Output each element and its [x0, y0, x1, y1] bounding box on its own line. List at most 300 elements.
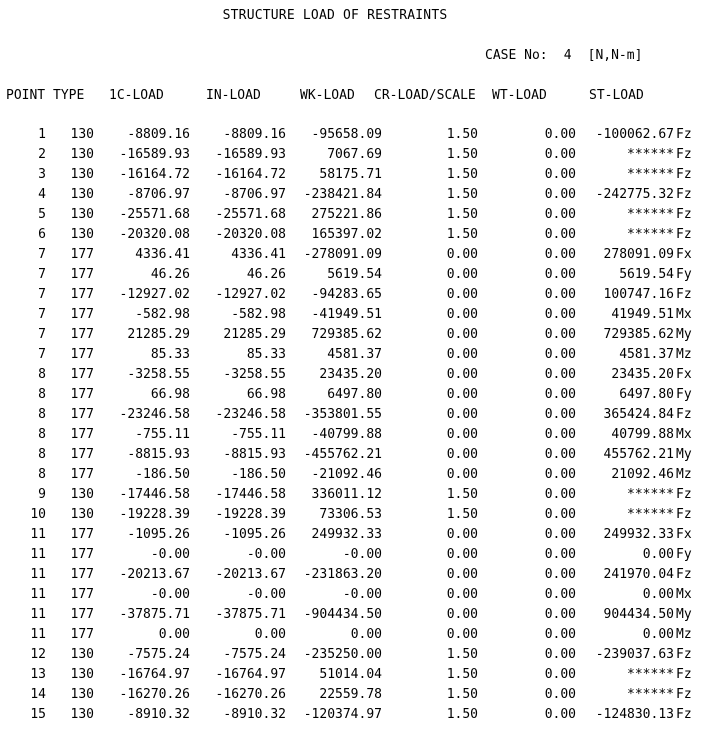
point-cell: 7	[38, 347, 46, 362]
in-load-cell: -17446.58	[215, 487, 286, 502]
wk-load-cell: -904434.50	[303, 607, 382, 622]
wk-load-cell: 22559.78	[319, 687, 382, 702]
direction-cell: Fz	[676, 287, 692, 302]
1c-load-cell: -1095.26	[127, 527, 190, 542]
direction-cell: Mx	[676, 307, 692, 322]
st-load-cell: 0.00	[642, 627, 674, 642]
table-row	[0, 547, 713, 567]
type-cell: 177	[70, 447, 94, 462]
cr-load-cell: 0.00	[446, 287, 478, 302]
in-load-cell: -0.00	[246, 547, 286, 562]
table-row	[0, 127, 713, 147]
in-load-cell: -23246.58	[215, 407, 286, 422]
table-row	[0, 167, 713, 187]
cr-load-cell: 0.00	[446, 587, 478, 602]
table-row	[0, 427, 713, 447]
table-row	[0, 227, 713, 247]
type-cell: 177	[70, 527, 94, 542]
wt-load-cell: 0.00	[544, 607, 576, 622]
1c-load-cell: 85.33	[150, 347, 190, 362]
type-cell: 130	[70, 707, 94, 722]
point-cell: 11	[30, 627, 46, 642]
st-load-cell: 729385.62	[603, 327, 674, 342]
direction-cell: Fz	[676, 227, 692, 242]
wk-load-cell: 51014.04	[319, 667, 382, 682]
in-load-cell: 85.33	[246, 347, 286, 362]
wt-load-cell: 0.00	[544, 547, 576, 562]
cr-load-cell: 1.50	[446, 227, 478, 242]
in-load-cell: -582.98	[231, 307, 286, 322]
1c-load-cell: -8815.93	[127, 447, 190, 462]
1c-load-cell: -8809.16	[127, 127, 190, 142]
wk-load-cell: 7067.69	[327, 147, 382, 162]
table-row	[0, 307, 713, 327]
table-row	[0, 607, 713, 627]
1c-load-cell: -19228.39	[119, 507, 190, 522]
table-row	[0, 447, 713, 467]
in-load-cell: -12927.02	[215, 287, 286, 302]
cr-load-cell: 0.00	[446, 327, 478, 342]
direction-cell: Fz	[676, 507, 692, 522]
in-load-cell: -8809.16	[223, 127, 286, 142]
type-cell: 130	[70, 127, 94, 142]
table-row	[0, 667, 713, 687]
type-cell: 177	[70, 247, 94, 262]
wk-load-cell: -278091.09	[303, 247, 382, 262]
type-cell: 177	[70, 367, 94, 382]
wk-load-cell: 336011.12	[311, 487, 382, 502]
type-cell: 177	[70, 267, 94, 282]
header-wk-load: WK-LOAD	[300, 88, 355, 103]
header-in-load: IN-LOAD	[206, 88, 261, 103]
table-row	[0, 487, 713, 507]
wt-load-cell: 0.00	[544, 507, 576, 522]
direction-cell: Mz	[676, 627, 692, 642]
direction-cell: Mz	[676, 467, 692, 482]
wt-load-cell: 0.00	[544, 227, 576, 242]
st-load-cell: -124830.13	[595, 707, 674, 722]
st-load-cell: 6497.80	[619, 387, 674, 402]
wk-load-cell: -238421.84	[303, 187, 382, 202]
wt-load-cell: 0.00	[544, 427, 576, 442]
wt-load-cell: 0.00	[544, 347, 576, 362]
1c-load-cell: -3258.55	[127, 367, 190, 382]
cr-load-cell: 1.50	[446, 647, 478, 662]
wt-load-cell: 0.00	[544, 367, 576, 382]
point-cell: 4	[38, 187, 46, 202]
1c-load-cell: -582.98	[135, 307, 190, 322]
wt-load-cell: 0.00	[544, 307, 576, 322]
in-load-cell: -755.11	[231, 427, 286, 442]
1c-load-cell: -7575.24	[127, 647, 190, 662]
cr-load-cell: 0.00	[446, 427, 478, 442]
1c-load-cell: -16589.93	[119, 147, 190, 162]
type-cell: 130	[70, 487, 94, 502]
type-cell: 177	[70, 547, 94, 562]
direction-cell: Fz	[676, 707, 692, 722]
point-cell: 8	[38, 427, 46, 442]
in-load-cell: -20213.67	[215, 567, 286, 582]
direction-cell: My	[676, 607, 692, 622]
point-cell: 5	[38, 207, 46, 222]
point-cell: 11	[30, 547, 46, 562]
table-row	[0, 687, 713, 707]
table-row	[0, 267, 713, 287]
wt-load-cell: 0.00	[544, 527, 576, 542]
1c-load-cell: -8706.97	[127, 187, 190, 202]
st-load-cell: 0.00	[642, 547, 674, 562]
cr-load-cell: 0.00	[446, 567, 478, 582]
wk-load-cell: 249932.33	[311, 527, 382, 542]
st-load-cell: 278091.09	[603, 247, 674, 262]
in-load-cell: -8706.97	[223, 187, 286, 202]
table-row	[0, 367, 713, 387]
type-cell: 177	[70, 327, 94, 342]
in-load-cell: -16764.97	[215, 667, 286, 682]
wk-load-cell: -40799.88	[311, 427, 382, 442]
wk-load-cell: -455762.21	[303, 447, 382, 462]
direction-cell: Fy	[676, 267, 692, 282]
wk-load-cell: -21092.46	[311, 467, 382, 482]
1c-load-cell: -12927.02	[119, 287, 190, 302]
direction-cell: Fx	[676, 247, 692, 262]
wt-load-cell: 0.00	[544, 407, 576, 422]
type-cell: 130	[70, 687, 94, 702]
type-cell: 177	[70, 307, 94, 322]
st-load-cell: 0.00	[642, 587, 674, 602]
st-load-cell: 241970.04	[603, 567, 674, 582]
cr-load-cell: 0.00	[446, 407, 478, 422]
cr-load-cell: 1.50	[446, 707, 478, 722]
st-load-cell: ******	[627, 167, 674, 182]
case-number: 4	[563, 48, 572, 63]
table-row	[0, 507, 713, 527]
in-load-cell: 0.00	[254, 627, 286, 642]
1c-load-cell: -25571.68	[119, 207, 190, 222]
st-load-cell: 23435.20	[611, 367, 674, 382]
in-load-cell: 46.26	[246, 267, 286, 282]
cr-load-cell: 1.50	[446, 207, 478, 222]
in-load-cell: -8815.93	[223, 447, 286, 462]
in-load-cell: -25571.68	[215, 207, 286, 222]
1c-load-cell: -755.11	[135, 427, 190, 442]
type-cell: 130	[70, 647, 94, 662]
st-load-cell: ******	[627, 227, 674, 242]
st-load-cell: 40799.88	[611, 427, 674, 442]
wt-load-cell: 0.00	[544, 247, 576, 262]
wt-load-cell: 0.00	[544, 267, 576, 282]
direction-cell: Fz	[676, 187, 692, 202]
direction-cell: Fy	[676, 547, 692, 562]
wt-load-cell: 0.00	[544, 467, 576, 482]
wt-load-cell: 0.00	[544, 707, 576, 722]
cr-load-cell: 0.00	[446, 247, 478, 262]
wk-load-cell: 58175.71	[319, 167, 382, 182]
table-row	[0, 327, 713, 347]
cr-load-cell: 1.50	[446, 187, 478, 202]
header-point: POINT	[6, 88, 46, 103]
cr-load-cell: 1.50	[446, 147, 478, 162]
point-cell: 8	[38, 407, 46, 422]
cr-load-cell: 0.00	[446, 307, 478, 322]
table-row	[0, 247, 713, 267]
cr-load-cell: 1.50	[446, 507, 478, 522]
cr-load-cell: 1.50	[446, 127, 478, 142]
direction-cell: Fz	[676, 487, 692, 502]
wk-load-cell: 6497.80	[327, 387, 382, 402]
cr-load-cell: 0.00	[446, 447, 478, 462]
units-label: [N,N-m]	[587, 48, 643, 63]
in-load-cell: -16164.72	[215, 167, 286, 182]
cr-load-cell: 0.00	[446, 467, 478, 482]
point-cell: 7	[38, 267, 46, 282]
cr-load-cell: 0.00	[446, 547, 478, 562]
wk-load-cell: -120374.97	[303, 707, 382, 722]
wt-load-cell: 0.00	[544, 147, 576, 162]
1c-load-cell: 66.98	[150, 387, 190, 402]
wt-load-cell: 0.00	[544, 287, 576, 302]
restraint-load-table	[0, 127, 713, 727]
type-cell: 130	[70, 207, 94, 222]
1c-load-cell: -17446.58	[119, 487, 190, 502]
wk-load-cell: 23435.20	[319, 367, 382, 382]
type-cell: 177	[70, 347, 94, 362]
header-wt-load: WT-LOAD	[492, 88, 547, 103]
1c-load-cell: -186.50	[135, 467, 190, 482]
wk-load-cell: -353801.55	[303, 407, 382, 422]
point-cell: 7	[38, 287, 46, 302]
in-load-cell: -19228.39	[215, 507, 286, 522]
point-cell: 11	[30, 607, 46, 622]
type-cell: 130	[70, 167, 94, 182]
cr-load-cell: 1.50	[446, 687, 478, 702]
wk-load-cell: -235250.00	[303, 647, 382, 662]
point-cell: 7	[38, 327, 46, 342]
wt-load-cell: 0.00	[544, 687, 576, 702]
wk-load-cell: 275221.86	[311, 207, 382, 222]
1c-load-cell: -16164.72	[119, 167, 190, 182]
type-cell: 130	[70, 147, 94, 162]
direction-cell: Fz	[676, 687, 692, 702]
point-cell: 1	[38, 127, 46, 142]
type-cell: 130	[70, 667, 94, 682]
wk-load-cell: -94283.65	[311, 287, 382, 302]
wt-load-cell: 0.00	[544, 627, 576, 642]
st-load-cell: 5619.54	[619, 267, 674, 282]
direction-cell: Mx	[676, 427, 692, 442]
1c-load-cell: 21285.29	[127, 327, 190, 342]
point-cell: 13	[30, 667, 46, 682]
cr-load-cell: 0.00	[446, 627, 478, 642]
1c-load-cell: -16764.97	[119, 667, 190, 682]
wk-load-cell: -231863.20	[303, 567, 382, 582]
in-load-cell: -16270.26	[215, 687, 286, 702]
wk-load-cell: -41949.51	[311, 307, 382, 322]
1c-load-cell: -0.00	[150, 587, 190, 602]
st-load-cell: 4581.37	[619, 347, 674, 362]
wk-load-cell: -0.00	[342, 547, 382, 562]
1c-load-cell: -37875.71	[119, 607, 190, 622]
table-header	[0, 88, 713, 106]
1c-load-cell: -23246.58	[119, 407, 190, 422]
direction-cell: Fz	[676, 407, 692, 422]
in-load-cell: 4336.41	[231, 247, 286, 262]
direction-cell: My	[676, 327, 692, 342]
wt-load-cell: 0.00	[544, 647, 576, 662]
point-cell: 14	[30, 687, 46, 702]
table-row	[0, 207, 713, 227]
cr-load-cell: 0.00	[446, 267, 478, 282]
case-label: CASE No:	[485, 48, 548, 63]
wt-load-cell: 0.00	[544, 207, 576, 222]
table-row	[0, 627, 713, 647]
table-row	[0, 387, 713, 407]
type-cell: 177	[70, 627, 94, 642]
in-load-cell: -0.00	[246, 587, 286, 602]
type-cell: 177	[70, 607, 94, 622]
report-title: STRUCTURE LOAD OF RESTRAINTS	[222, 8, 448, 23]
wt-load-cell: 0.00	[544, 587, 576, 602]
st-load-cell: 365424.84	[603, 407, 674, 422]
table-row	[0, 347, 713, 367]
point-cell: 3	[38, 167, 46, 182]
wt-load-cell: 0.00	[544, 187, 576, 202]
wt-load-cell: 0.00	[544, 387, 576, 402]
cr-load-cell: 1.50	[446, 487, 478, 502]
1c-load-cell: -20320.08	[119, 227, 190, 242]
point-cell: 11	[30, 527, 46, 542]
st-load-cell: 249932.33	[603, 527, 674, 542]
in-load-cell: -186.50	[231, 467, 286, 482]
type-cell: 177	[70, 567, 94, 582]
1c-load-cell: 46.26	[150, 267, 190, 282]
wt-load-cell: 0.00	[544, 487, 576, 502]
point-cell: 11	[30, 587, 46, 602]
direction-cell: Fz	[676, 567, 692, 582]
wt-load-cell: 0.00	[544, 667, 576, 682]
cr-load-cell: 1.50	[446, 167, 478, 182]
wt-load-cell: 0.00	[544, 567, 576, 582]
point-cell: 10	[30, 507, 46, 522]
wt-load-cell: 0.00	[544, 327, 576, 342]
wt-load-cell: 0.00	[544, 167, 576, 182]
st-load-cell: ******	[627, 207, 674, 222]
table-row	[0, 567, 713, 587]
direction-cell: My	[676, 447, 692, 462]
wk-load-cell: 165397.02	[311, 227, 382, 242]
case-info	[485, 48, 642, 63]
st-load-cell: ******	[627, 147, 674, 162]
1c-load-cell: -20213.67	[119, 567, 190, 582]
direction-cell: Mz	[676, 347, 692, 362]
type-cell: 177	[70, 467, 94, 482]
point-cell: 6	[38, 227, 46, 242]
header-st-load: ST-LOAD	[589, 88, 644, 103]
st-load-cell: 904434.50	[603, 607, 674, 622]
table-row	[0, 147, 713, 167]
in-load-cell: -3258.55	[223, 367, 286, 382]
direction-cell: Fz	[676, 147, 692, 162]
st-load-cell: 21092.46	[611, 467, 674, 482]
in-load-cell: 21285.29	[223, 327, 286, 342]
table-row	[0, 407, 713, 427]
direction-cell: Mx	[676, 587, 692, 602]
wk-load-cell: -95658.09	[311, 127, 382, 142]
wk-load-cell: 73306.53	[319, 507, 382, 522]
type-cell: 130	[70, 507, 94, 522]
1c-load-cell: -0.00	[150, 547, 190, 562]
cr-load-cell: 0.00	[446, 367, 478, 382]
point-cell: 8	[38, 387, 46, 402]
direction-cell: Fz	[676, 667, 692, 682]
st-load-cell: -239037.63	[595, 647, 674, 662]
in-load-cell: -1095.26	[223, 527, 286, 542]
st-load-cell: ******	[627, 487, 674, 502]
st-load-cell: 41949.51	[611, 307, 674, 322]
in-load-cell: -20320.08	[215, 227, 286, 242]
wk-load-cell: 5619.54	[327, 267, 382, 282]
1c-load-cell: -8910.32	[127, 707, 190, 722]
point-cell: 8	[38, 447, 46, 462]
wk-load-cell: 4581.37	[327, 347, 382, 362]
header-cr-load: CR-LOAD/SCALE	[374, 88, 476, 103]
cr-load-cell: 0.00	[446, 607, 478, 622]
cr-load-cell: 0.00	[446, 347, 478, 362]
point-cell: 8	[38, 467, 46, 482]
table-row	[0, 467, 713, 487]
point-cell: 7	[38, 247, 46, 262]
st-load-cell: ******	[627, 507, 674, 522]
direction-cell: Fz	[676, 127, 692, 142]
type-cell: 177	[70, 427, 94, 442]
table-row	[0, 707, 713, 727]
direction-cell: Fx	[676, 367, 692, 382]
type-cell: 177	[70, 407, 94, 422]
wk-load-cell: 0.00	[350, 627, 382, 642]
in-load-cell: -16589.93	[215, 147, 286, 162]
st-load-cell: ******	[627, 687, 674, 702]
st-load-cell: -242775.32	[595, 187, 674, 202]
st-load-cell: ******	[627, 667, 674, 682]
point-cell: 11	[30, 567, 46, 582]
direction-cell: Fx	[676, 527, 692, 542]
direction-cell: Fz	[676, 167, 692, 182]
type-cell: 130	[70, 187, 94, 202]
header-type: TYPE	[53, 88, 85, 103]
in-load-cell: 66.98	[246, 387, 286, 402]
wt-load-cell: 0.00	[544, 127, 576, 142]
st-load-cell: -100062.67	[595, 127, 674, 142]
table-row	[0, 647, 713, 667]
type-cell: 130	[70, 227, 94, 242]
table-row	[0, 587, 713, 607]
table-row	[0, 527, 713, 547]
cr-load-cell: 0.00	[446, 527, 478, 542]
st-load-cell: 100747.16	[603, 287, 674, 302]
cr-load-cell: 0.00	[446, 387, 478, 402]
direction-cell: Fz	[676, 647, 692, 662]
wk-load-cell: -0.00	[342, 587, 382, 602]
in-load-cell: -8910.32	[223, 707, 286, 722]
1c-load-cell: 0.00	[158, 627, 190, 642]
point-cell: 15	[30, 707, 46, 722]
in-load-cell: -37875.71	[215, 607, 286, 622]
1c-load-cell: 4336.41	[135, 247, 190, 262]
direction-cell: Fy	[676, 387, 692, 402]
point-cell: 8	[38, 367, 46, 382]
wk-load-cell: 729385.62	[311, 327, 382, 342]
point-cell: 2	[38, 147, 46, 162]
